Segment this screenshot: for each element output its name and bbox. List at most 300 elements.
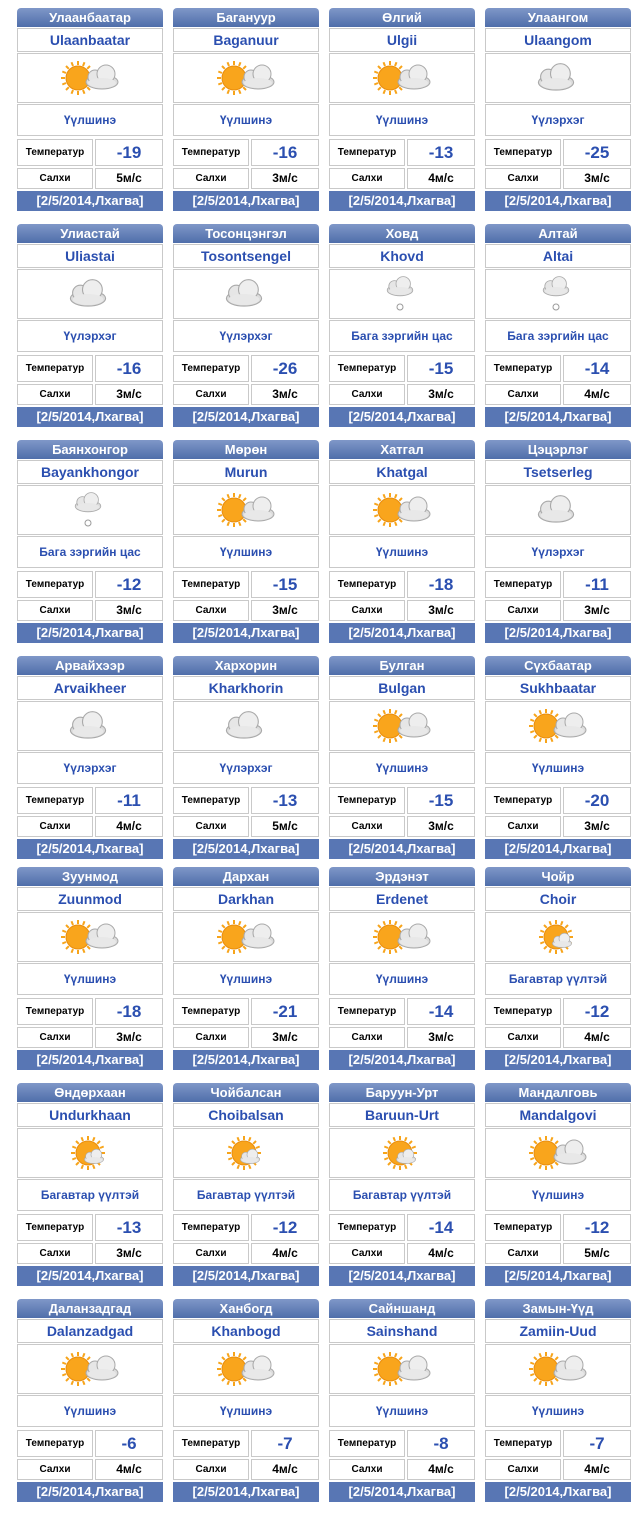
forecast-date: [2/5/2014,Лхагва] — [485, 623, 631, 643]
city-name-en: Darkhan — [173, 887, 319, 911]
weather-condition: Үүлшинэ — [17, 1395, 163, 1427]
forecast-date: [2/5/2014,Лхагва] — [485, 839, 631, 859]
city-card — [485, 8, 631, 211]
city-name-mn: Булган — [329, 656, 475, 675]
city-name-mn: Ховд — [329, 224, 475, 243]
weather-condition: Үүлшинэ — [17, 104, 163, 136]
wind-value: 4м/с — [95, 816, 163, 837]
temperature-label: Температур — [173, 787, 249, 814]
wind-value: 5м/с — [95, 168, 163, 189]
city-name-mn: Улиастай — [17, 224, 163, 243]
city-name-mn: Мөрөн — [173, 440, 319, 459]
weather-condition: Үүлшинэ — [173, 104, 319, 136]
city-name-en: Zamiin-Uud — [485, 1319, 631, 1343]
temperature-value: -15 — [251, 571, 319, 598]
temperature-label: Температур — [485, 998, 561, 1025]
weather-icon-box — [485, 269, 631, 319]
weather-icon-box — [17, 912, 163, 962]
temperature-label: Температур — [17, 787, 93, 814]
wind-label: Салхи — [173, 1459, 249, 1480]
weather-icon-box — [485, 53, 631, 103]
wind-label: Салхи — [17, 816, 93, 837]
temperature-label: Температур — [173, 571, 249, 598]
weather-condition: Багавтар үүлтэй — [485, 963, 631, 995]
weather-icon-box — [173, 912, 319, 962]
city-name-mn: Чойбалсан — [173, 1083, 319, 1102]
weather-icon-box — [485, 912, 631, 962]
city-name-en: Baruun-Urt — [329, 1103, 475, 1127]
city-name-mn: Цэцэрлэг — [485, 440, 631, 459]
wind-label: Салхи — [329, 600, 405, 621]
city-card — [173, 1083, 319, 1286]
sun-cloud-icon — [486, 1129, 630, 1177]
city-card — [173, 867, 319, 1070]
city-card — [17, 1299, 163, 1502]
wind-label: Салхи — [17, 1459, 93, 1480]
temperature-label: Температур — [173, 355, 249, 382]
sun-small-cloud-icon — [330, 1129, 474, 1177]
city-name-en: Khanbogd — [173, 1319, 319, 1343]
temperature-value: -21 — [251, 998, 319, 1025]
temperature-label: Температур — [329, 139, 405, 166]
wind-label: Салхи — [485, 384, 561, 405]
weather-condition: Үүлэрхэг — [17, 752, 163, 784]
weather-icon-box — [173, 485, 319, 535]
temperature-value: -16 — [251, 139, 319, 166]
forecast-date: [2/5/2014,Лхагва] — [173, 1482, 319, 1502]
city-name-mn: Хатгал — [329, 440, 475, 459]
city-name-mn: Сүхбаатар — [485, 656, 631, 675]
sun-cloud-icon — [18, 913, 162, 961]
cloud-icon — [174, 270, 318, 318]
temperature-value: -7 — [251, 1430, 319, 1457]
wind-label: Салхи — [329, 816, 405, 837]
wind-label: Салхи — [329, 1027, 405, 1048]
city-name-mn: Чойр — [485, 867, 631, 886]
wind-label: Салхи — [173, 600, 249, 621]
city-card — [485, 656, 631, 859]
weather-condition: Үүлшинэ — [329, 752, 475, 784]
temperature-value: -6 — [95, 1430, 163, 1457]
sun-cloud-icon — [174, 913, 318, 961]
weather-icon-box — [17, 1344, 163, 1394]
cloud-icon — [18, 702, 162, 750]
wind-label: Салхи — [485, 600, 561, 621]
city-name-mn: Улаанбаатар — [17, 8, 163, 27]
city-name-en: Khatgal — [329, 460, 475, 484]
temperature-value: -25 — [563, 139, 631, 166]
city-name-en: Tosontsengel — [173, 244, 319, 268]
sun-cloud-icon — [18, 1345, 162, 1393]
forecast-date: [2/5/2014,Лхагва] — [173, 839, 319, 859]
temperature-value: -18 — [95, 998, 163, 1025]
weather-icon-box — [173, 1128, 319, 1178]
city-card — [17, 1083, 163, 1286]
wind-label: Салхи — [329, 384, 405, 405]
temperature-value: -14 — [407, 998, 475, 1025]
city-name-mn: Багануур — [173, 8, 319, 27]
weather-condition: Үүлэрхэг — [485, 536, 631, 568]
city-card — [329, 8, 475, 211]
sun-small-cloud-icon — [174, 1129, 318, 1177]
forecast-date: [2/5/2014,Лхагва] — [17, 839, 163, 859]
weather-icon-box — [485, 1344, 631, 1394]
temperature-value: -12 — [563, 1214, 631, 1241]
city-card — [485, 440, 631, 643]
temperature-label: Температур — [485, 571, 561, 598]
city-name-mn: Баянхонгор — [17, 440, 163, 459]
weather-icon-box — [329, 485, 475, 535]
wind-label: Салхи — [485, 1027, 561, 1048]
wind-value: 3м/с — [563, 600, 631, 621]
sun-cloud-icon — [330, 913, 474, 961]
wind-value: 3м/с — [407, 384, 475, 405]
weather-condition: Үүлшинэ — [173, 1395, 319, 1427]
wind-label: Салхи — [17, 384, 93, 405]
city-card — [329, 1083, 475, 1286]
wind-label: Салхи — [485, 816, 561, 837]
forecast-date: [2/5/2014,Лхагва] — [173, 407, 319, 427]
city-card — [329, 656, 475, 859]
wind-label: Салхи — [173, 384, 249, 405]
temperature-value: -16 — [95, 355, 163, 382]
temperature-label: Температур — [17, 355, 93, 382]
weather-condition: Үүлшинэ — [329, 536, 475, 568]
city-card — [17, 8, 163, 211]
city-name-mn: Зуунмод — [17, 867, 163, 886]
city-card — [329, 440, 475, 643]
wind-label: Салхи — [329, 1459, 405, 1480]
weather-condition: Үүлшинэ — [329, 104, 475, 136]
temperature-label: Температур — [329, 571, 405, 598]
temperature-label: Температур — [485, 787, 561, 814]
wind-value: 3м/с — [251, 600, 319, 621]
cloud-icon — [486, 486, 630, 534]
forecast-date: [2/5/2014,Лхагва] — [329, 191, 475, 211]
city-name-mn: Алтай — [485, 224, 631, 243]
weather-condition: Үүлшинэ — [173, 536, 319, 568]
city-name-en: Ulaangom — [485, 28, 631, 52]
temperature-value: -18 — [407, 571, 475, 598]
forecast-date: [2/5/2014,Лхагва] — [329, 839, 475, 859]
city-name-mn: Арвайхээр — [17, 656, 163, 675]
city-card — [329, 1299, 475, 1502]
forecast-date: [2/5/2014,Лхагва] — [329, 407, 475, 427]
temperature-label: Температур — [485, 1430, 561, 1457]
temperature-value: -11 — [563, 571, 631, 598]
forecast-date: [2/5/2014,Лхагва] — [173, 191, 319, 211]
city-card — [17, 867, 163, 1070]
weather-condition: Үүлэрхэг — [17, 320, 163, 352]
weather-condition: Үүлэрхэг — [485, 104, 631, 136]
city-name-en: Erdenet — [329, 887, 475, 911]
temperature-value: -19 — [95, 139, 163, 166]
sun-cloud-icon — [174, 1345, 318, 1393]
temperature-value: -12 — [251, 1214, 319, 1241]
wind-value: 3м/с — [251, 1027, 319, 1048]
weather-icon-box — [329, 1344, 475, 1394]
forecast-date: [2/5/2014,Лхагва] — [17, 623, 163, 643]
temperature-value: -13 — [95, 1214, 163, 1241]
weather-icon-box — [17, 485, 163, 535]
temperature-label: Температур — [329, 1430, 405, 1457]
weather-condition: Үүлшинэ — [329, 1395, 475, 1427]
city-card — [485, 1299, 631, 1502]
temperature-label: Температур — [329, 998, 405, 1025]
city-card — [17, 656, 163, 859]
city-name-en: Murun — [173, 460, 319, 484]
weather-condition: Бага зэргийн цас — [329, 320, 475, 352]
forecast-date: [2/5/2014,Лхагва] — [485, 1482, 631, 1502]
city-name-en: Sainshand — [329, 1319, 475, 1343]
city-name-en: Baganuur — [173, 28, 319, 52]
forecast-date: [2/5/2014,Лхагва] — [329, 623, 475, 643]
temperature-value: -11 — [95, 787, 163, 814]
temperature-label: Температур — [329, 1214, 405, 1241]
wind-label: Салхи — [173, 1027, 249, 1048]
wind-value: 4м/с — [407, 168, 475, 189]
sun-cloud-icon — [486, 1345, 630, 1393]
weather-condition: Бага зэргийн цас — [485, 320, 631, 352]
wind-label: Салхи — [17, 1243, 93, 1264]
temperature-value: -7 — [563, 1430, 631, 1457]
wind-value: 3м/с — [251, 384, 319, 405]
temperature-label: Температур — [485, 355, 561, 382]
sun-cloud-icon — [174, 486, 318, 534]
wind-value: 5м/с — [251, 816, 319, 837]
wind-label: Салхи — [329, 1243, 405, 1264]
city-name-en: Tsetserleg — [485, 460, 631, 484]
city-name-en: Choibalsan — [173, 1103, 319, 1127]
city-card — [173, 8, 319, 211]
city-name-en: Bayankhongor — [17, 460, 163, 484]
temperature-label: Температур — [17, 1430, 93, 1457]
wind-value: 3м/с — [95, 600, 163, 621]
forecast-date: [2/5/2014,Лхагва] — [173, 1266, 319, 1286]
weather-icon-box — [329, 53, 475, 103]
temperature-value: -12 — [563, 998, 631, 1025]
forecast-date: [2/5/2014,Лхагва] — [17, 191, 163, 211]
cloud-icon — [486, 54, 630, 102]
wind-label: Салхи — [17, 1027, 93, 1048]
city-name-en: Altai — [485, 244, 631, 268]
city-card — [173, 224, 319, 427]
temperature-value: -20 — [563, 787, 631, 814]
city-name-mn: Даланзадгад — [17, 1299, 163, 1318]
wind-label: Салхи — [17, 600, 93, 621]
weather-icon-box — [173, 701, 319, 751]
cloud-icon — [18, 270, 162, 318]
wind-value: 3м/с — [407, 600, 475, 621]
wind-value: 4м/с — [563, 1027, 631, 1048]
sun-cloud-icon — [486, 702, 630, 750]
temperature-value: -8 — [407, 1430, 475, 1457]
weather-condition: Багавтар үүлтэй — [17, 1179, 163, 1211]
sun-cloud-icon — [330, 54, 474, 102]
temperature-value: -14 — [407, 1214, 475, 1241]
light-snow-icon — [18, 486, 162, 534]
forecast-date: [2/5/2014,Лхагва] — [485, 1050, 631, 1070]
wind-value: 4м/с — [407, 1243, 475, 1264]
wind-value: 4м/с — [563, 384, 631, 405]
city-name-en: Khovd — [329, 244, 475, 268]
wind-value: 3м/с — [563, 816, 631, 837]
wind-value: 3м/с — [95, 384, 163, 405]
city-card — [173, 656, 319, 859]
city-card — [329, 224, 475, 427]
city-name-en: Ulgii — [329, 28, 475, 52]
weather-icon-box — [17, 701, 163, 751]
city-card — [17, 224, 163, 427]
forecast-date: [2/5/2014,Лхагва] — [173, 623, 319, 643]
city-name-en: Bulgan — [329, 676, 475, 700]
temperature-label: Температур — [17, 998, 93, 1025]
city-name-en: Choir — [485, 887, 631, 911]
city-name-en: Kharkhorin — [173, 676, 319, 700]
city-name-en: Zuunmod — [17, 887, 163, 911]
forecast-date: [2/5/2014,Лхагва] — [485, 407, 631, 427]
wind-label: Салхи — [485, 168, 561, 189]
city-name-mn: Замын-Үүд — [485, 1299, 631, 1318]
temperature-value: -13 — [251, 787, 319, 814]
wind-value: 3м/с — [251, 168, 319, 189]
temperature-value: -15 — [407, 787, 475, 814]
temperature-label: Температур — [485, 139, 561, 166]
city-card — [329, 867, 475, 1070]
wind-value: 3м/с — [407, 816, 475, 837]
weather-icon-box — [329, 912, 475, 962]
wind-label: Салхи — [485, 1459, 561, 1480]
city-name-en: Sukhbaatar — [485, 676, 631, 700]
city-card — [485, 224, 631, 427]
forecast-date: [2/5/2014,Лхагва] — [329, 1050, 475, 1070]
city-card — [173, 1299, 319, 1502]
city-name-mn: Хархорин — [173, 656, 319, 675]
forecast-date: [2/5/2014,Лхагва] — [17, 1050, 163, 1070]
weather-icon-box — [485, 1128, 631, 1178]
temperature-label: Температур — [173, 1214, 249, 1241]
wind-label: Салхи — [485, 1243, 561, 1264]
city-name-mn: Ханбогд — [173, 1299, 319, 1318]
forecast-date: [2/5/2014,Лхагва] — [173, 1050, 319, 1070]
sun-small-cloud-icon — [18, 1129, 162, 1177]
temperature-value: -14 — [563, 355, 631, 382]
city-name-mn: Улаангом — [485, 8, 631, 27]
temperature-label: Температур — [173, 998, 249, 1025]
temperature-label: Температур — [485, 1214, 561, 1241]
weather-condition: Үүлшинэ — [329, 963, 475, 995]
sun-cloud-icon — [18, 54, 162, 102]
forecast-date: [2/5/2014,Лхагва] — [17, 1482, 163, 1502]
city-name-mn: Өлгий — [329, 8, 475, 27]
light-snow-icon — [486, 270, 630, 318]
city-name-en: Dalanzadgad — [17, 1319, 163, 1343]
weather-icon-box — [485, 701, 631, 751]
wind-label: Салхи — [173, 1243, 249, 1264]
sun-cloud-icon — [330, 702, 474, 750]
city-name-mn: Дархан — [173, 867, 319, 886]
temperature-value: -13 — [407, 139, 475, 166]
city-name-en: Uliastai — [17, 244, 163, 268]
sun-cloud-icon — [330, 1345, 474, 1393]
wind-value: 4м/с — [95, 1459, 163, 1480]
city-card — [485, 867, 631, 1070]
temperature-value: -12 — [95, 571, 163, 598]
wind-value: 3м/с — [95, 1027, 163, 1048]
wind-value: 3м/с — [95, 1243, 163, 1264]
wind-value: 4м/с — [251, 1243, 319, 1264]
weather-condition: Үүлшинэ — [485, 752, 631, 784]
weather-icon-box — [17, 53, 163, 103]
forecast-date: [2/5/2014,Лхагва] — [329, 1266, 475, 1286]
wind-value: 4м/с — [407, 1459, 475, 1480]
city-card — [173, 440, 319, 643]
forecast-date: [2/5/2014,Лхагва] — [17, 1266, 163, 1286]
city-name-mn: Эрдэнэт — [329, 867, 475, 886]
wind-value: 3м/с — [407, 1027, 475, 1048]
city-name-en: Undurkhaan — [17, 1103, 163, 1127]
temperature-label: Температур — [173, 1430, 249, 1457]
weather-condition: Үүлэрхэг — [173, 752, 319, 784]
wind-label: Салхи — [329, 168, 405, 189]
city-name-mn: Мандалговь — [485, 1083, 631, 1102]
weather-condition: Үүлшинэ — [17, 963, 163, 995]
temperature-label: Температур — [173, 139, 249, 166]
weather-icon-box — [17, 1128, 163, 1178]
city-name-en: Arvaikheer — [17, 676, 163, 700]
cloud-icon — [174, 702, 318, 750]
weather-condition: Үүлшинэ — [173, 963, 319, 995]
sun-small-cloud-icon — [486, 913, 630, 961]
temperature-label: Температур — [17, 571, 93, 598]
temperature-label: Температур — [329, 787, 405, 814]
wind-label: Салхи — [17, 168, 93, 189]
weather-condition: Бага зэргийн цас — [17, 536, 163, 568]
weather-icon-box — [329, 701, 475, 751]
forecast-date: [2/5/2014,Лхагва] — [329, 1482, 475, 1502]
weather-condition: Үүлшинэ — [485, 1179, 631, 1211]
city-name-mn: Баруун-Урт — [329, 1083, 475, 1102]
weather-icon-box — [329, 269, 475, 319]
weather-condition: Багавтар үүлтэй — [329, 1179, 475, 1211]
wind-value: 3м/с — [563, 168, 631, 189]
forecast-date: [2/5/2014,Лхагва] — [17, 407, 163, 427]
weather-condition: Үүлэрхэг — [173, 320, 319, 352]
weather-icon-box — [173, 53, 319, 103]
weather-condition: Үүлшинэ — [485, 1395, 631, 1427]
city-card — [17, 440, 163, 643]
wind-value: 5м/с — [563, 1243, 631, 1264]
city-name-mn: Тосонцэнгэл — [173, 224, 319, 243]
temperature-value: -26 — [251, 355, 319, 382]
city-name-en: Ulaanbaatar — [17, 28, 163, 52]
forecast-date: [2/5/2014,Лхагва] — [485, 1266, 631, 1286]
weather-condition: Багавтар үүлтэй — [173, 1179, 319, 1211]
temperature-label: Температур — [329, 355, 405, 382]
weather-icon-box — [485, 485, 631, 535]
temperature-label: Температур — [17, 139, 93, 166]
city-name-mn: Сайншанд — [329, 1299, 475, 1318]
temperature-label: Температур — [17, 1214, 93, 1241]
weather-icon-box — [329, 1128, 475, 1178]
wind-label: Салхи — [173, 816, 249, 837]
city-card — [485, 1083, 631, 1286]
city-name-mn: Өндөрхаан — [17, 1083, 163, 1102]
weather-icon-box — [173, 269, 319, 319]
wind-label: Салхи — [173, 168, 249, 189]
forecast-date: [2/5/2014,Лхагва] — [485, 191, 631, 211]
weather-icon-box — [173, 1344, 319, 1394]
